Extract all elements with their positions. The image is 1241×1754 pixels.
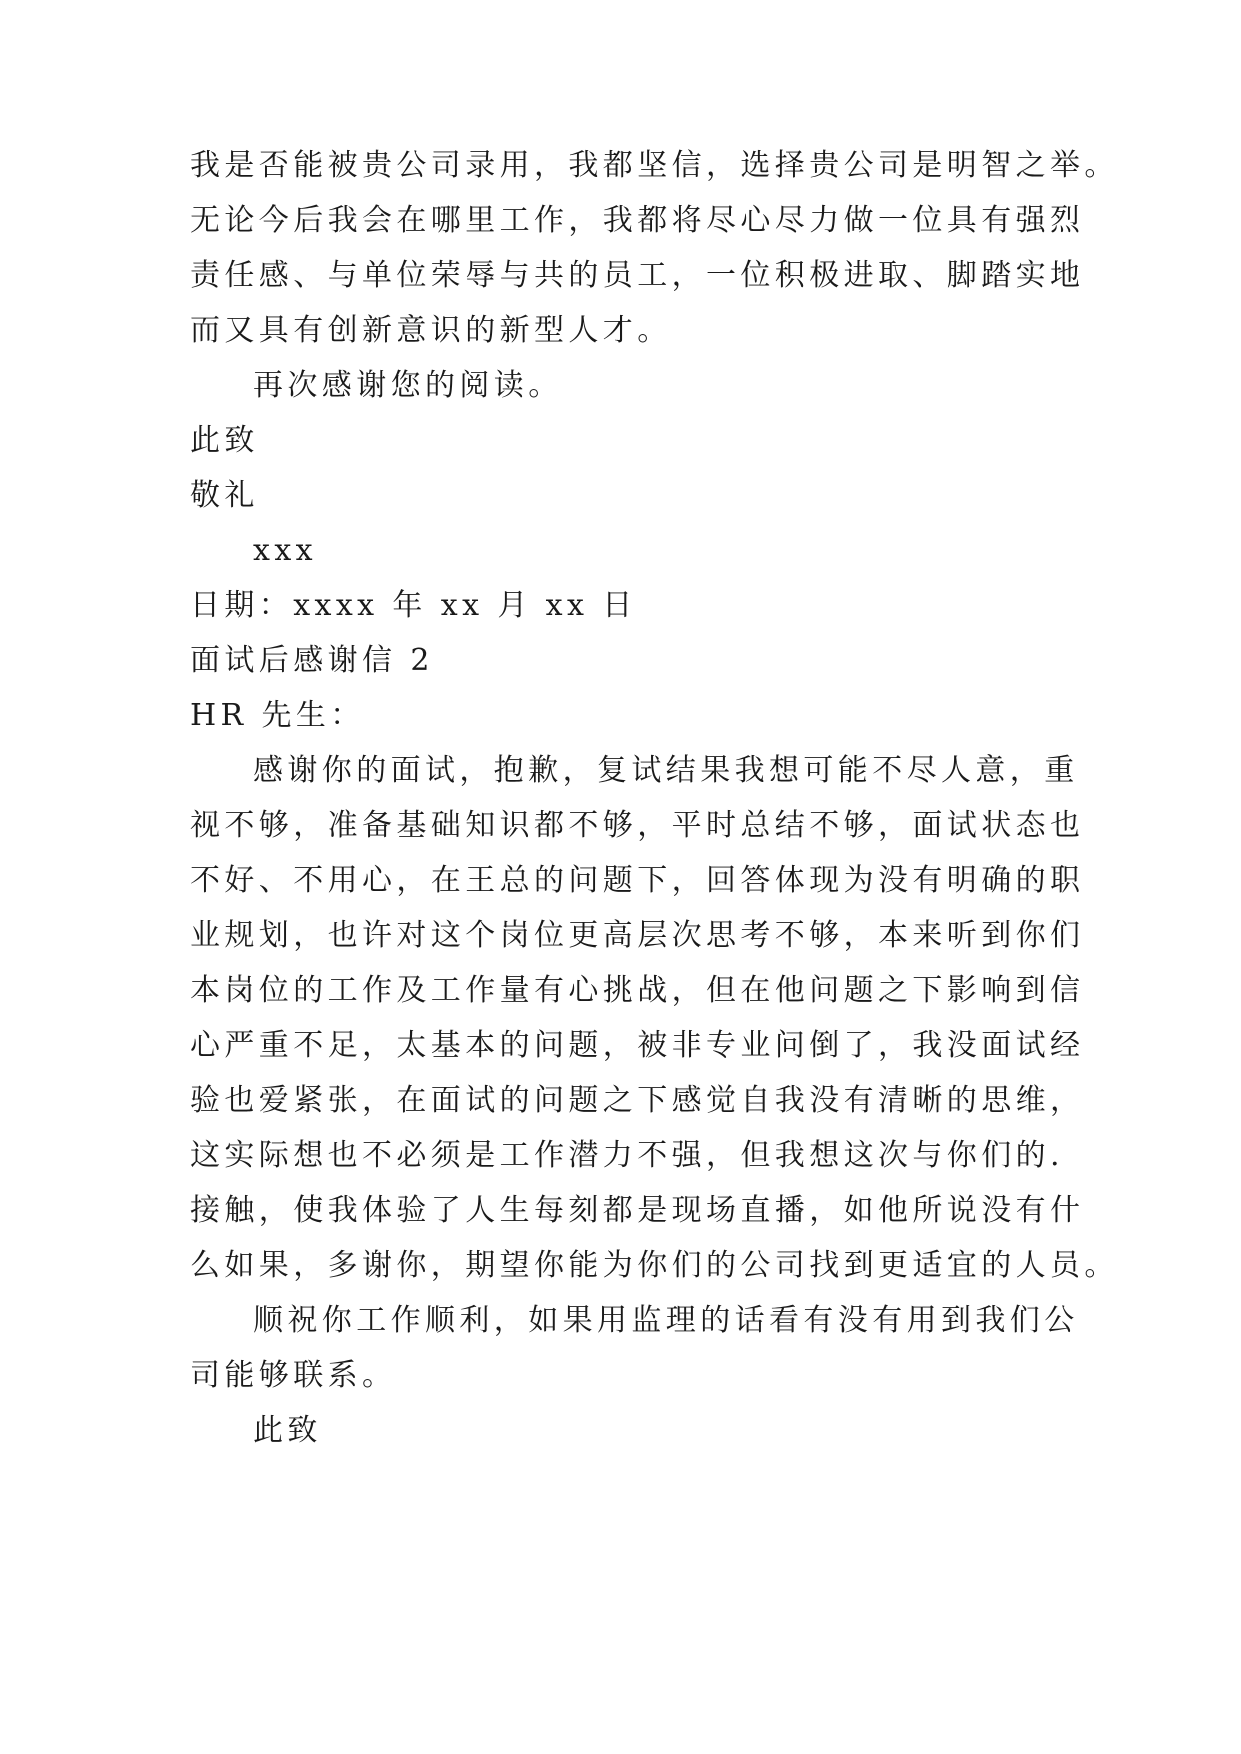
body-text-line: 而又具有创新意识的新型人才。: [190, 313, 672, 348]
body-text-line: 司能够联系。: [190, 1358, 397, 1393]
body-text-line: 我是否能被贵公司录用，我都坚信，选择贵公司是明智之举。: [190, 148, 1119, 183]
closing-line: 此致: [253, 1413, 322, 1448]
thanks-line: 再次感谢您的阅读。: [253, 368, 563, 403]
closing-line: 敬礼: [190, 478, 259, 513]
body-text-line: 心严重不足，太基本的问题，被非专业问倒了，我没面试经: [190, 1028, 1085, 1063]
letter-title: 面试后感谢信 2: [190, 643, 434, 678]
body-text-line: 接触，使我体验了人生每刻都是现场直播，如他所说没有什: [190, 1193, 1085, 1228]
body-text-line: 验也爱紧张，在面试的问题之下感觉自我没有清晰的思维，: [190, 1083, 1085, 1118]
body-text-line: 责任感、与单位荣辱与共的员工，一位积极进取、脚踏实地: [190, 258, 1085, 293]
salutation: HR 先生：: [190, 698, 365, 733]
body-text-line: 感谢你的面试，抱歉，复试结果我想可能不尽人意，重: [253, 753, 1079, 788]
date-line: 日期：xxxx 年 xx 月 xx 日: [190, 588, 637, 623]
body-text-line: 本岗位的工作及工作量有心挑战，但在他问题之下影响到信: [190, 973, 1085, 1008]
body-text-line: 业规划，也许对这个岗位更高层次思考不够，本来听到你们: [190, 918, 1085, 953]
body-text-line: 不好、不用心，在王总的问题下，回答体现为没有明确的职: [190, 863, 1085, 898]
closing-line: 此致: [190, 423, 259, 458]
signature: xxx: [253, 533, 317, 568]
body-text-line: 这实际想也不必须是工作潜力不强，但我想这次与你们的.: [190, 1138, 1064, 1173]
body-text-line: 视不够，准备基础知识都不够，平时总结不够，面试状态也: [190, 808, 1085, 843]
body-text-line: 无论今后我会在哪里工作，我都将尽心尽力做一位具有强烈: [190, 203, 1085, 238]
body-text-line: 顺祝你工作顺利，如果用监理的话看有没有用到我们公: [253, 1303, 1079, 1338]
body-text-line: 么如果，多谢你，期望你能为你们的公司找到更适宜的人员。: [190, 1248, 1119, 1283]
